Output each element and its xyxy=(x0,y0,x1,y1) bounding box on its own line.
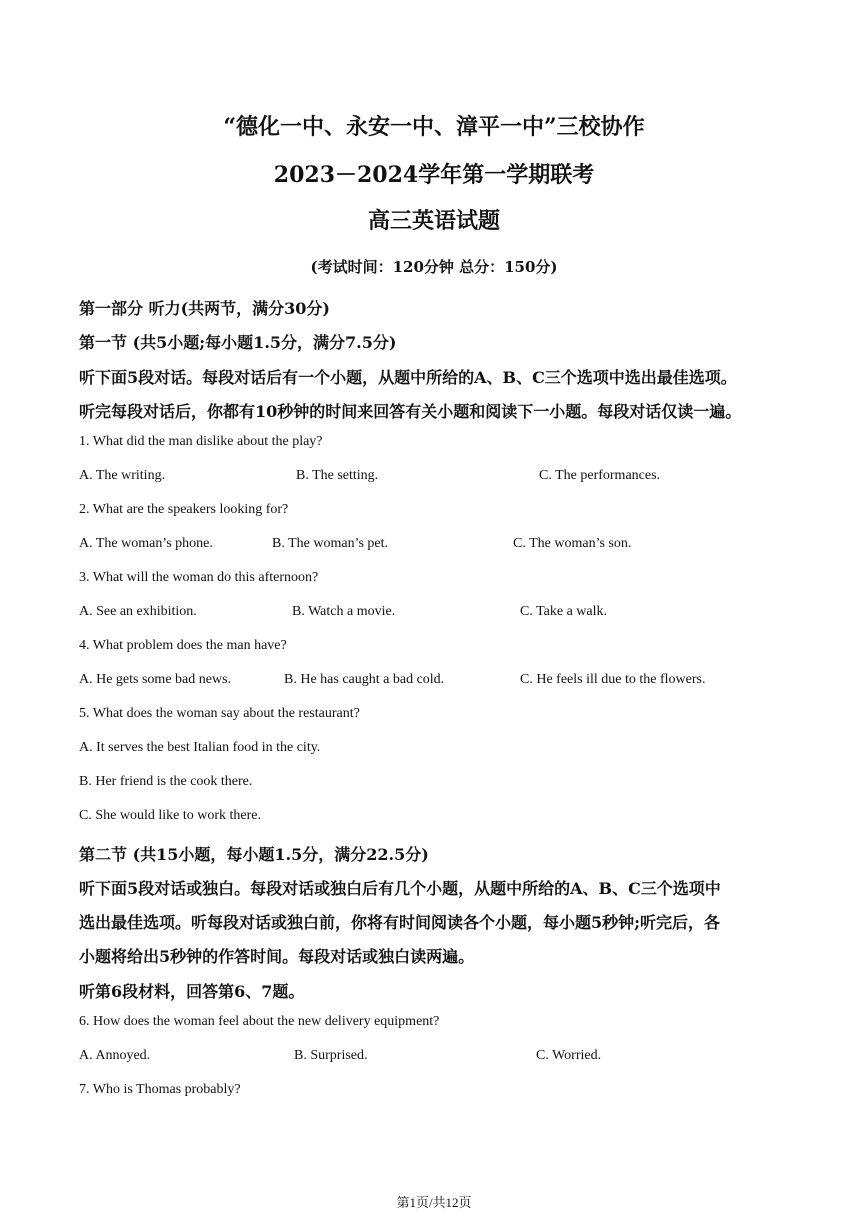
q4-option-c: C. He feels ill due to the flowers. xyxy=(520,672,706,687)
section1-instruction-2: 听完每段对话后，你都有10秒钟的时间来回答有关小题和阅读下一小题。每段对话仅读一遍。 xyxy=(79,402,742,421)
exam-title-term: 2023－2024学年第一学期联考 xyxy=(273,162,595,188)
q3-option-c: C. Take a walk. xyxy=(520,604,608,619)
question-7: 7. Who is Thomas probably? xyxy=(79,1082,241,1097)
q2-option-b: B. The woman’s pet. xyxy=(272,536,389,551)
exam-title-schools: “德化一中、永安一中、漳平一中”三校协作 xyxy=(223,114,645,140)
q6-option-c: C. Worried. xyxy=(536,1048,602,1063)
part1-heading: 第一部分 听力(共两节，满分30分) xyxy=(79,299,330,318)
exam-title-subject: 高三英语试题 xyxy=(367,208,500,234)
question-3: 3. What will the woman do this afternoon? xyxy=(79,570,319,585)
section2-heading: 第二节 (共15小题，每小题1.5分，满分22.5分) xyxy=(79,845,429,864)
page-number: 第1页/共12页 xyxy=(396,1195,472,1210)
q1-option-c: C. The performances. xyxy=(539,468,661,483)
section2-instruction-1: 听下面5段对话或独白。每段对话或独白后有几个小题，从题中所给的A、B、C三个选项中 xyxy=(79,879,721,898)
q6-option-b: B. Surprised. xyxy=(294,1048,368,1063)
q5-option-a: A. It serves the best Italian food in the city. xyxy=(79,740,321,755)
question-4: 4. What problem does the man have? xyxy=(79,638,287,653)
q5-option-b: B. Her friend is the cook there. xyxy=(79,774,253,789)
section2-instruction-2: 选出最佳选项。听每段对话或独白前，你将有时间阅读各个小题，每小题5秒钟;听完后，各 xyxy=(79,913,721,932)
question-6: 6. How does the woman feel about the new delivery equipment? xyxy=(79,1014,440,1029)
question-1: 1. What did the man dislike about the play? xyxy=(79,434,323,449)
q4-option-b: B. He has caught a bad cold. xyxy=(284,672,445,687)
q2-option-c: C. The woman’s son. xyxy=(513,536,632,551)
q3-option-a: A. See an exhibition. xyxy=(79,604,197,619)
question-2: 2. What are the speakers looking for? xyxy=(79,502,289,517)
section2-instruction-3: 小题将给出5秒钟的作答时间。每段对话或独白读两遍。 xyxy=(79,947,475,966)
q6-option-a: A. Annoyed. xyxy=(79,1048,151,1063)
q3-option-b: B. Watch a movie. xyxy=(292,604,396,619)
q2-option-a: A. The woman’s phone. xyxy=(79,536,213,551)
section1-heading: 第一节 (共5小题;每小题1.5分，满分7.5分) xyxy=(79,333,397,352)
exam-info: (考试时间：120分钟 总分：150分) xyxy=(310,258,558,276)
material-6-intro: 听第6段材料，回答第6、7题。 xyxy=(79,982,305,1001)
q1-option-a: A. The writing. xyxy=(79,468,166,483)
q4-option-a: A. He gets some bad news. xyxy=(79,672,232,687)
q1-option-b: B. The setting. xyxy=(296,468,379,483)
q5-option-c: C. She would like to work there. xyxy=(79,808,261,823)
section1-instruction-1: 听下面5段对话。每段对话后有一个小题，从题中所给的A、B、C三个选项中选出最佳选项。 xyxy=(79,368,737,387)
question-5: 5. What does the woman say about the restaurant? xyxy=(79,706,360,721)
